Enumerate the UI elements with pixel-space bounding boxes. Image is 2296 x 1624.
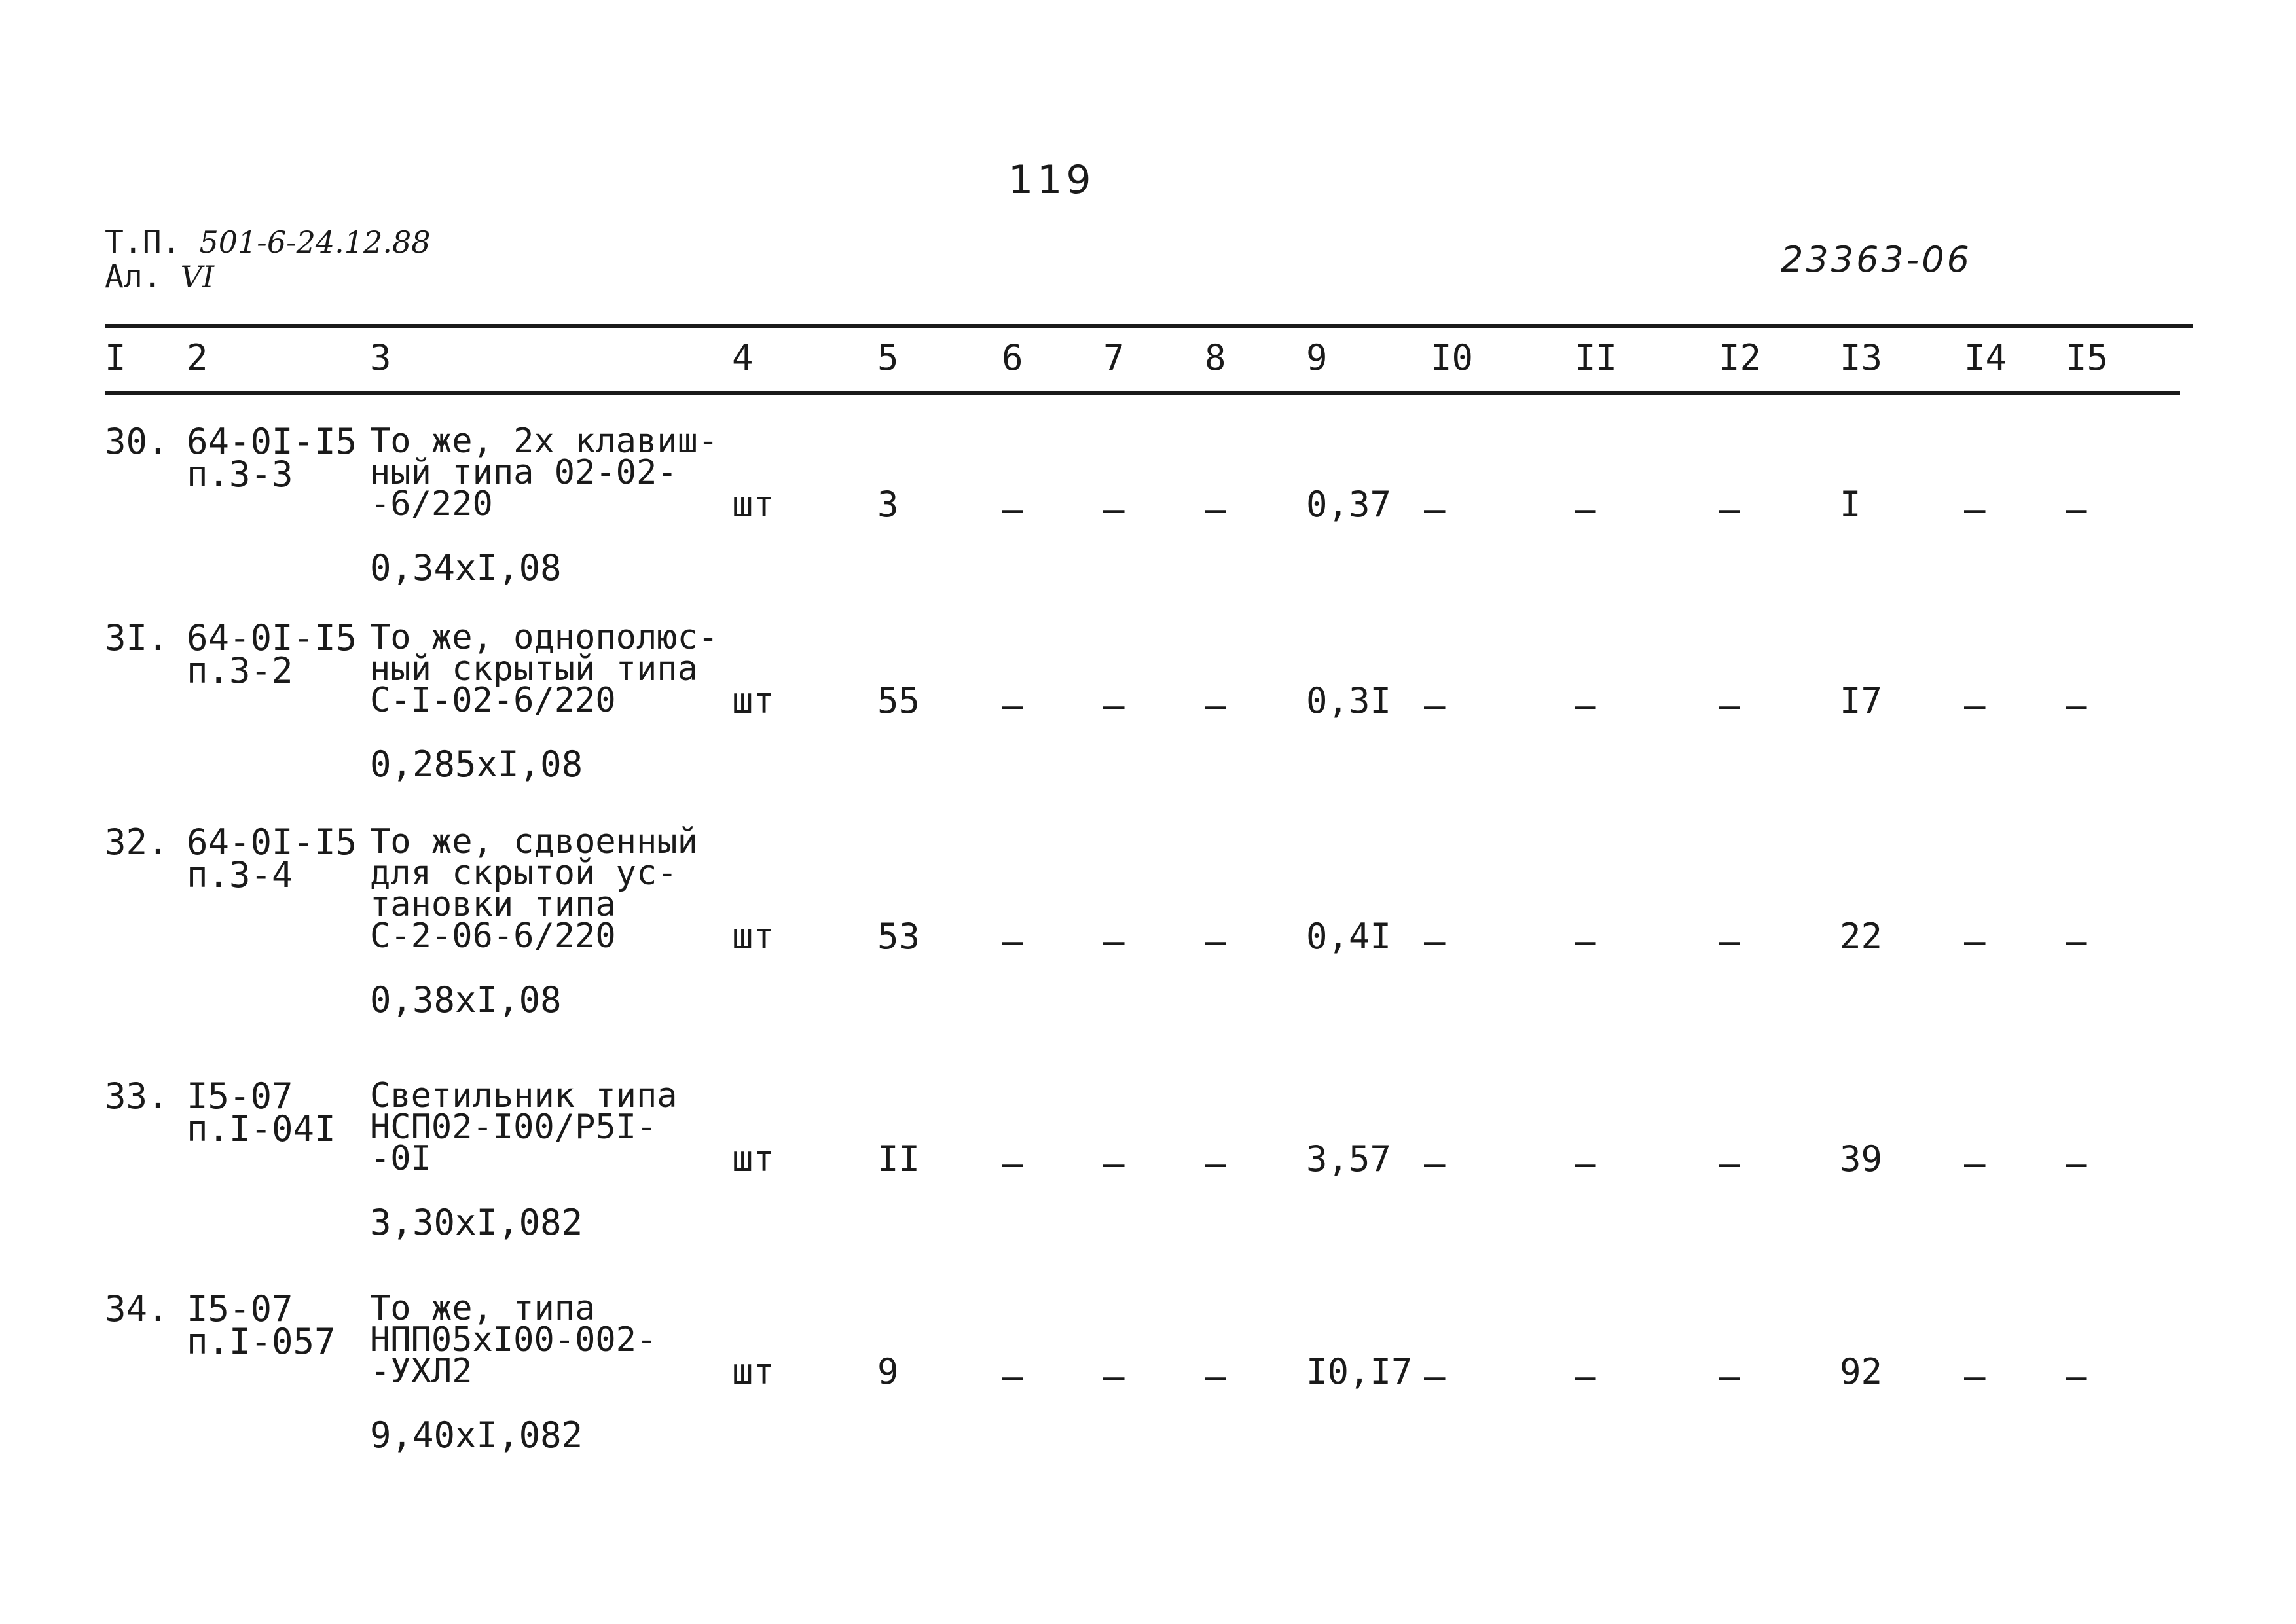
row-unit: шт [732,484,775,525]
row-col-7: – [1103,1143,1125,1184]
row-col-12: – [1719,685,1740,726]
row-description-line: То же, 2х клавиш- [370,422,719,461]
row-code-line: п.I-057 [187,1321,336,1362]
row-number: 32. [105,821,169,863]
column-header-3: 3 [370,337,392,378]
row-code-line: 64-0I-I5 [187,617,357,659]
row-description-line: ный скрытый типа [370,649,698,689]
row-col-15: – [2066,1356,2087,1397]
row-description-line: -0I [370,1139,431,1178]
row-calculation: 0,285xI,08 [370,744,583,785]
row-code-line: п.3-2 [187,650,293,691]
row-col-14: – [1964,920,1986,962]
row-col-8: – [1205,488,1226,530]
row-description-line: для скрытой ус- [370,854,678,893]
column-header-4: 4 [732,337,754,378]
row-col-6: – [1002,1143,1023,1184]
row-code-line: 64-0I-I5 [187,421,357,462]
row-description-line: ный типа 02-02- [370,453,678,492]
row-col-14: – [1964,685,1986,726]
row-col-12: – [1719,488,1740,530]
row-col-15: – [2066,920,2087,962]
row-code-line: п.3-3 [187,454,293,495]
row-description-line: То же, сдвоенный [370,822,698,861]
row-col-7: – [1103,488,1125,530]
row-col-10: – [1424,488,1446,530]
album-prefix: Ал. [105,259,162,295]
row-col-6: – [1002,920,1023,962]
column-header-1: I [105,337,126,378]
row-col-13: 39 [1840,1138,1883,1180]
row-number: 30. [105,421,169,462]
row-col-8: – [1205,1356,1226,1397]
row-unit: шт [732,1138,775,1180]
row-calculation: 0,34xI,08 [370,547,562,588]
row-col-11: – [1575,1356,1596,1397]
row-quantity: 9 [877,1351,899,1392]
column-header-14: I4 [1964,337,2007,378]
column-header-12: I2 [1719,337,1762,378]
row-col-12: – [1719,920,1740,962]
row-col-8: – [1205,920,1226,962]
row-code-line: I5-07 [187,1288,293,1329]
column-header-5: 5 [877,337,899,378]
row-col-14: – [1964,1143,1986,1184]
row-col-11: – [1575,488,1596,530]
row-code-line: I5-07 [187,1075,293,1117]
column-header-8: 8 [1205,337,1226,378]
row-code-line: п.3-4 [187,854,293,895]
column-header-6: 6 [1002,337,1023,378]
row-description-line: НСП02-I00/Р5I- [370,1108,657,1147]
album-number: VI [180,259,214,295]
row-col-12: – [1719,1143,1740,1184]
row-unit: шт [732,680,775,721]
row-description-line: С-I-02-6/220 [370,681,616,720]
row-col-9: 0,3I [1306,680,1392,721]
row-col-10: – [1424,1143,1446,1184]
album-line [105,261,214,293]
row-col-9: I0,I7 [1306,1351,1413,1392]
row-calculation: 3,30xI,082 [370,1202,583,1243]
row-description-line: -УХЛ2 [370,1352,473,1391]
row-number: 34. [105,1288,169,1329]
row-col-13: 22 [1840,916,1883,957]
row-description-line: С-2-06-6/220 [370,916,616,956]
row-col-12: – [1719,1356,1740,1397]
row-col-13: I7 [1840,680,1883,721]
row-unit: шт [732,916,775,957]
row-col-11: – [1575,1143,1596,1184]
row-col-6: – [1002,1356,1023,1397]
row-unit: шт [732,1351,775,1392]
row-quantity: 3 [877,484,899,525]
row-col-13: 92 [1840,1351,1883,1392]
row-col-14: – [1964,488,1986,530]
column-header-11: II [1575,337,1618,378]
doc-number: 23363-06 [1781,239,1972,280]
row-description-line: -6/220 [370,484,493,524]
row-description-line: То же, однополюс- [370,618,719,657]
column-header-7: 7 [1103,337,1125,378]
doc-prefix: Т.П. [105,224,181,261]
doc-code-line [105,226,431,259]
row-col-11: – [1575,920,1596,962]
table-header-rule [105,391,2180,395]
row-col-10: – [1424,685,1446,726]
row-description-line: То же, типа [370,1289,596,1328]
row-code-line: 64-0I-I5 [187,821,357,863]
row-col-15: – [2066,488,2087,530]
column-header-15: I5 [2066,337,2109,378]
column-header-10: I0 [1430,337,1474,378]
row-description-line: НПП05xI00-002- [370,1320,657,1360]
row-col-7: – [1103,920,1125,962]
row-col-6: – [1002,488,1023,530]
row-col-14: – [1964,1356,1986,1397]
row-quantity: II [877,1138,920,1180]
row-quantity: 55 [877,680,920,721]
column-header-2: 2 [187,337,208,378]
row-col-7: – [1103,1356,1125,1397]
row-calculation: 9,40xI,082 [370,1415,583,1456]
table-top-rule [105,324,2193,328]
row-description-line: Светильник типа [370,1076,678,1115]
doc-code: 501-6-24.12.88 [199,225,431,260]
row-col-15: – [2066,685,2087,726]
row-col-11: – [1575,685,1596,726]
row-number: 33. [105,1075,169,1117]
row-quantity: 53 [877,916,920,957]
row-description-line: тановки типа [370,885,616,924]
row-number: 3I. [105,617,169,659]
row-col-10: – [1424,1356,1446,1397]
row-col-15: – [2066,1143,2087,1184]
row-code-line: п.I-04I [187,1108,336,1149]
row-col-6: – [1002,685,1023,726]
row-calculation: 0,38xI,08 [370,979,562,1020]
column-header-9: 9 [1306,337,1328,378]
row-col-7: – [1103,685,1125,726]
column-header-13: I3 [1840,337,1883,378]
row-col-9: 0,4I [1306,916,1392,957]
page-number: 119 [1008,157,1095,203]
row-col-9: 0,37 [1306,484,1392,525]
row-col-8: – [1205,1143,1226,1184]
row-col-8: – [1205,685,1226,726]
row-col-10: – [1424,920,1446,962]
row-col-13: I [1840,484,1861,525]
row-col-9: 3,57 [1306,1138,1392,1180]
